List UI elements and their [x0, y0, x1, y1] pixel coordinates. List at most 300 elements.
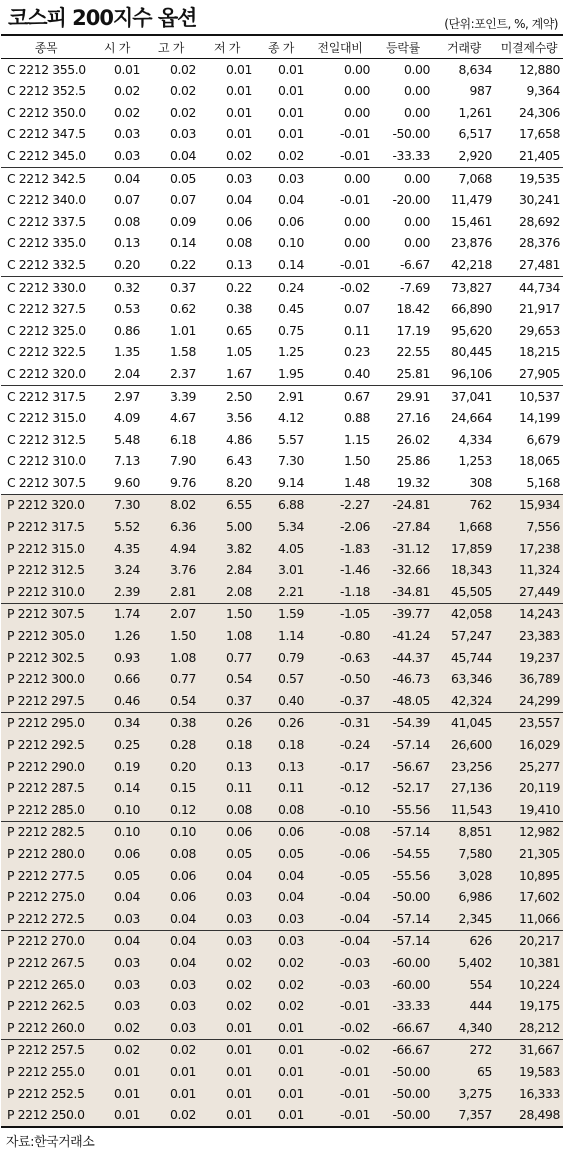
value-cell: 0.02 — [199, 145, 255, 167]
value-cell: 0.03 — [199, 887, 255, 909]
value-cell: 2.97 — [114, 388, 140, 404]
option-code-cell: P 2212 295.0 — [1, 712, 91, 734]
value-cell: -0.01 — [339, 126, 370, 142]
value-cell: 3,275 — [433, 1083, 495, 1105]
value-cell: 0.02 — [170, 83, 196, 99]
value-cell: -50.00 — [392, 126, 430, 142]
table-row — [1, 299, 563, 321]
value-cell: 36,789 — [495, 669, 563, 691]
value-cell: 0.07 — [170, 192, 196, 208]
value-cell: 12,880 — [519, 61, 560, 77]
table-row — [1, 1083, 563, 1105]
table-row — [1, 690, 563, 712]
value-cell: 0.05 — [170, 170, 196, 186]
value-cell: 8.20 — [199, 472, 255, 494]
value-cell: 19.32 — [373, 472, 433, 494]
value-cell: 0.10 — [91, 821, 143, 843]
column-header: 전일대비 — [307, 35, 373, 59]
option-code-cell: P 2212 280.0 — [1, 843, 91, 865]
option-code-cell: C 2212 352.5 — [7, 83, 86, 99]
value-cell: 6,517 — [458, 126, 492, 142]
value-cell: 0.04 — [143, 930, 199, 952]
value-cell: 1,668 — [433, 516, 495, 538]
value-cell: 0.02 — [255, 952, 307, 974]
value-cell: 26.02 — [396, 431, 430, 447]
value-cell: 1.67 — [199, 363, 255, 385]
value-cell: 9,364 — [526, 83, 560, 99]
value-cell: 0.03 — [226, 170, 252, 186]
value-cell: 762 — [433, 494, 495, 516]
value-cell: 0.01 — [278, 126, 304, 142]
table-row — [1, 756, 563, 778]
option-code-cell: C 2212 322.5 — [7, 344, 86, 360]
value-cell: 308 — [433, 472, 495, 494]
value-cell: 0.26 — [255, 712, 307, 734]
option-code-cell: C 2212 320.0 — [1, 363, 91, 385]
value-cell: 0.93 — [91, 647, 143, 669]
value-cell: 0.13 — [255, 756, 307, 778]
value-cell: 4.94 — [143, 538, 199, 560]
value-cell: 2,920 — [433, 145, 495, 167]
value-cell: -0.10 — [307, 799, 373, 821]
value-cell: 21,917 — [519, 301, 560, 317]
value-cell: 5.34 — [255, 516, 307, 538]
value-cell: 0.00 — [404, 235, 430, 251]
value-cell: 0.40 — [255, 690, 307, 712]
option-code-cell: C 2212 310.0 — [7, 453, 86, 469]
value-cell: 0.06 — [255, 821, 307, 843]
option-code-cell: P 2212 270.0 — [1, 930, 91, 952]
value-cell: 23,557 — [495, 712, 563, 734]
table-row — [1, 254, 563, 276]
value-cell: 9.14 — [255, 472, 307, 494]
value-cell: 9.60 — [91, 472, 143, 494]
value-cell: 42,324 — [433, 690, 495, 712]
value-cell: 7.90 — [170, 453, 196, 469]
value-cell: 0.18 — [255, 734, 307, 756]
table-row — [1, 712, 563, 734]
value-cell: 0.46 — [91, 690, 143, 712]
value-cell: -60.00 — [373, 952, 433, 974]
value-cell: 3.39 — [170, 388, 196, 404]
value-cell: 0.05 — [255, 843, 307, 865]
value-cell: 12,982 — [495, 821, 563, 843]
option-code-cell: C 2212 332.5 — [1, 254, 91, 276]
value-cell: -50.00 — [373, 887, 433, 909]
value-cell: -0.01 — [307, 996, 373, 1018]
value-cell: 0.15 — [143, 778, 199, 800]
value-cell: 0.07 — [114, 192, 140, 208]
value-cell: -50.00 — [373, 1105, 433, 1128]
option-code-cell: C 2212 327.5 — [7, 301, 86, 317]
value-cell: 17,859 — [433, 538, 495, 560]
value-cell: -0.08 — [307, 821, 373, 843]
value-cell: 3,028 — [433, 865, 495, 887]
value-cell: 22.55 — [396, 344, 430, 360]
option-code-cell: C 2212 337.5 — [7, 213, 86, 229]
value-cell: 0.04 — [199, 865, 255, 887]
value-cell: 0.54 — [143, 690, 199, 712]
value-cell: 0.01 — [199, 1017, 255, 1039]
value-cell: 4.86 — [226, 431, 252, 447]
value-cell: 10,895 — [495, 865, 563, 887]
value-cell: -54.55 — [373, 843, 433, 865]
value-cell: 25.81 — [373, 363, 433, 385]
value-cell: 0.14 — [255, 254, 307, 276]
value-cell: -0.02 — [307, 1039, 373, 1061]
value-cell: 65 — [433, 1061, 495, 1083]
value-cell: -0.03 — [307, 974, 373, 996]
value-cell: 0.01 — [226, 126, 252, 142]
table-row — [1, 59, 563, 81]
value-cell: 0.02 — [199, 996, 255, 1018]
table-row — [1, 865, 563, 887]
value-cell: 10,381 — [495, 952, 563, 974]
table-row — [1, 190, 563, 212]
value-cell: 4.35 — [91, 538, 143, 560]
value-cell: 44,734 — [519, 279, 560, 295]
value-cell: -66.67 — [373, 1017, 433, 1039]
value-cell: 1.95 — [255, 363, 307, 385]
option-code-cell: P 2212 252.5 — [1, 1083, 91, 1105]
option-code-cell: C 2212 355.0 — [7, 61, 86, 77]
table-row — [1, 560, 563, 582]
value-cell: 23,256 — [433, 756, 495, 778]
value-cell: 0.00 — [344, 235, 370, 251]
value-cell: -1.83 — [307, 538, 373, 560]
value-cell: -55.56 — [373, 799, 433, 821]
value-cell: 0.12 — [143, 799, 199, 821]
option-code-cell: P 2212 310.0 — [1, 581, 91, 603]
value-cell: 37,041 — [451, 388, 492, 404]
value-cell: 3.01 — [255, 560, 307, 582]
value-cell: 17,602 — [495, 887, 563, 909]
value-cell: 0.38 — [143, 712, 199, 734]
value-cell: 8.02 — [143, 494, 199, 516]
value-cell: -1.05 — [307, 603, 373, 625]
table-row — [1, 799, 563, 821]
value-cell: 0.19 — [91, 756, 143, 778]
value-cell: 0.02 — [199, 952, 255, 974]
value-cell: 0.02 — [91, 1017, 143, 1039]
value-cell: 2.84 — [199, 560, 255, 582]
value-cell: 27,481 — [495, 254, 563, 276]
value-cell: 19,535 — [519, 170, 560, 186]
value-cell: 0.20 — [91, 254, 143, 276]
column-header: 미결제수량 — [495, 35, 563, 59]
value-cell: 6.88 — [255, 494, 307, 516]
value-cell: 1,253 — [458, 453, 492, 469]
value-cell: 4,340 — [433, 1017, 495, 1039]
value-cell: 0.01 — [226, 104, 252, 120]
value-cell: 6.18 — [170, 431, 196, 447]
value-cell: 0.66 — [91, 669, 143, 691]
value-cell: 1.15 — [344, 431, 370, 447]
table-row — [1, 320, 563, 342]
page-title: 코스피 200지수 옵션 — [8, 6, 197, 30]
table-row — [1, 429, 563, 451]
value-cell: 0.00 — [344, 170, 370, 186]
value-cell: 0.02 — [143, 1105, 199, 1128]
table-row — [1, 342, 563, 364]
value-cell: -48.05 — [373, 690, 433, 712]
value-cell: 19,583 — [495, 1061, 563, 1083]
value-cell: 626 — [433, 930, 495, 952]
value-cell: 272 — [433, 1039, 495, 1061]
value-cell: 11,066 — [495, 908, 563, 930]
value-cell: 0.34 — [91, 712, 143, 734]
table-row — [1, 233, 563, 255]
table-row — [1, 734, 563, 756]
table-row — [1, 1061, 563, 1083]
column-header: 종 가 — [255, 35, 307, 59]
value-cell: -0.24 — [307, 734, 373, 756]
value-cell: 95,620 — [451, 322, 492, 338]
value-cell: 1.08 — [199, 625, 255, 647]
value-cell: 0.37 — [170, 279, 196, 295]
value-cell: -6.67 — [373, 254, 433, 276]
option-code-cell: P 2212 302.5 — [1, 647, 91, 669]
value-cell: -0.01 — [307, 254, 373, 276]
value-cell: 0.04 — [255, 887, 307, 909]
value-cell: -0.01 — [307, 1061, 373, 1083]
option-code-cell: P 2212 257.5 — [1, 1039, 91, 1061]
option-code-cell: P 2212 317.5 — [1, 516, 91, 538]
value-cell: 0.62 — [170, 301, 196, 317]
value-cell: 6,679 — [526, 431, 560, 447]
option-code-cell: C 2212 312.5 — [7, 431, 86, 447]
value-cell: 0.04 — [114, 170, 140, 186]
value-cell: 0.09 — [170, 213, 196, 229]
value-cell: 96,106 — [433, 363, 495, 385]
value-cell: 6.55 — [199, 494, 255, 516]
value-cell: 0.03 — [91, 974, 143, 996]
value-cell: -57.14 — [373, 821, 433, 843]
value-cell: 1.25 — [278, 344, 304, 360]
value-cell: 0.04 — [278, 192, 304, 208]
value-cell: 0.03 — [199, 930, 255, 952]
value-cell: 41,045 — [433, 712, 495, 734]
value-cell: 0.00 — [404, 83, 430, 99]
value-cell: 23,876 — [451, 235, 492, 251]
value-cell: 0.25 — [91, 734, 143, 756]
value-cell: 0.01 — [199, 1105, 255, 1128]
value-cell: 24,299 — [495, 690, 563, 712]
value-cell: 17,238 — [495, 538, 563, 560]
option-code-cell: P 2212 312.5 — [1, 560, 91, 582]
value-cell: 14,243 — [495, 603, 563, 625]
value-cell: 0.03 — [143, 996, 199, 1018]
value-cell: -0.04 — [307, 908, 373, 930]
value-cell: 1.14 — [255, 625, 307, 647]
value-cell: 15,461 — [451, 213, 492, 229]
value-cell: 2.50 — [226, 388, 252, 404]
value-cell: -33.33 — [373, 145, 433, 167]
value-cell: 0.86 — [114, 322, 140, 338]
value-cell: 0.53 — [114, 301, 140, 317]
value-cell: 0.06 — [91, 843, 143, 865]
value-cell: -55.56 — [373, 865, 433, 887]
option-code-cell: C 2212 345.0 — [1, 145, 91, 167]
option-code-cell: P 2212 287.5 — [1, 778, 91, 800]
value-cell: 0.01 — [255, 1061, 307, 1083]
value-cell: 7,580 — [433, 843, 495, 865]
source-note: 자료:한국거래소 — [6, 1135, 95, 1151]
value-cell: 0.04 — [91, 887, 143, 909]
value-cell: 57,247 — [433, 625, 495, 647]
value-cell: -44.37 — [373, 647, 433, 669]
value-cell: 0.79 — [255, 647, 307, 669]
value-cell: -56.67 — [373, 756, 433, 778]
table-row — [1, 472, 563, 494]
value-cell: -60.00 — [373, 974, 433, 996]
value-cell: 0.01 — [199, 1061, 255, 1083]
value-cell: 27,449 — [495, 581, 563, 603]
value-cell: 0.13 — [199, 756, 255, 778]
option-code-cell: P 2212 307.5 — [1, 603, 91, 625]
value-cell: 28,212 — [495, 1017, 563, 1039]
value-cell: 3.56 — [226, 410, 252, 426]
value-cell: 16,333 — [495, 1083, 563, 1105]
value-cell: 8,851 — [433, 821, 495, 843]
value-cell: -0.03 — [307, 952, 373, 974]
table-row — [1, 996, 563, 1018]
value-cell: 0.02 — [114, 83, 140, 99]
value-cell: 2.81 — [143, 581, 199, 603]
column-header: 고 가 — [143, 35, 199, 59]
value-cell: -27.84 — [373, 516, 433, 538]
option-code-cell: C 2212 325.0 — [7, 322, 86, 338]
option-code-cell: P 2212 275.0 — [1, 887, 91, 909]
value-cell: 5.00 — [199, 516, 255, 538]
value-cell: 1.59 — [255, 603, 307, 625]
value-cell: 0.38 — [226, 301, 252, 317]
value-cell: 42,058 — [433, 603, 495, 625]
value-cell: 27,136 — [433, 778, 495, 800]
value-cell: -0.06 — [307, 843, 373, 865]
value-cell: -0.05 — [307, 865, 373, 887]
value-cell: 29,653 — [519, 322, 560, 338]
table-row — [1, 603, 563, 625]
value-cell: 14,199 — [519, 410, 560, 426]
value-cell: 6,986 — [433, 887, 495, 909]
value-cell: 0.02 — [91, 1039, 143, 1061]
value-cell: -31.12 — [373, 538, 433, 560]
value-cell: 0.20 — [143, 756, 199, 778]
value-cell: 10,224 — [495, 974, 563, 996]
table-row — [1, 124, 563, 146]
option-code-cell: P 2212 265.0 — [1, 974, 91, 996]
value-cell: -0.63 — [307, 647, 373, 669]
value-cell: 1.08 — [143, 647, 199, 669]
value-cell: 11,479 — [451, 192, 492, 208]
value-cell: 0.13 — [199, 254, 255, 276]
value-cell: 0.02 — [170, 61, 196, 77]
value-cell: 0.00 — [344, 83, 370, 99]
value-cell: 2,345 — [433, 908, 495, 930]
value-cell: 4.67 — [170, 410, 196, 426]
value-cell: 6.43 — [226, 453, 252, 469]
value-cell: 0.01 — [255, 1039, 307, 1061]
option-code-cell: P 2212 260.0 — [1, 1017, 91, 1039]
value-cell: 24,664 — [451, 410, 492, 426]
value-cell: 18.42 — [396, 301, 430, 317]
value-cell: 0.00 — [404, 170, 430, 186]
value-cell: -57.14 — [373, 734, 433, 756]
value-cell: 4,334 — [458, 431, 492, 447]
option-code-cell: P 2212 285.0 — [1, 799, 91, 821]
value-cell: 6.36 — [143, 516, 199, 538]
value-cell: 4.12 — [278, 410, 304, 426]
value-cell: 0.75 — [278, 322, 304, 338]
value-cell: 0.00 — [404, 61, 430, 77]
value-cell: 0.01 — [91, 1061, 143, 1083]
value-cell: 1.05 — [226, 344, 252, 360]
option-code-cell: C 2212 347.5 — [7, 126, 86, 142]
table-row — [1, 887, 563, 909]
value-cell: 7.30 — [91, 494, 143, 516]
value-cell: 16,029 — [495, 734, 563, 756]
value-cell: 0.01 — [199, 1039, 255, 1061]
value-cell: -0.02 — [307, 1017, 373, 1039]
value-cell: 0.08 — [143, 843, 199, 865]
value-cell: 0.03 — [91, 996, 143, 1018]
value-cell: 1.74 — [91, 603, 143, 625]
value-cell: -20.00 — [392, 192, 430, 208]
value-cell: 0.03 — [255, 908, 307, 930]
option-code-cell: P 2212 272.5 — [1, 908, 91, 930]
table-row — [1, 211, 563, 233]
table-row — [1, 538, 563, 560]
value-cell: 0.04 — [143, 145, 199, 167]
table-row — [1, 821, 563, 843]
table-row — [1, 145, 563, 167]
option-code-cell: C 2212 340.0 — [7, 192, 86, 208]
column-header: 종목 — [1, 35, 91, 59]
value-cell: 0.01 — [143, 1061, 199, 1083]
value-cell: 0.32 — [114, 279, 140, 295]
value-cell: 0.00 — [404, 104, 430, 120]
table-row — [1, 908, 563, 930]
value-cell: 444 — [433, 996, 495, 1018]
value-cell: 19,237 — [495, 647, 563, 669]
value-cell: 0.01 — [255, 1083, 307, 1105]
value-cell: 18,065 — [519, 453, 560, 469]
value-cell: 0.06 — [199, 821, 255, 843]
value-cell: -32.66 — [373, 560, 433, 582]
value-cell: 1.48 — [307, 472, 373, 494]
table-row — [1, 385, 563, 407]
value-cell: 10,537 — [519, 388, 560, 404]
value-cell: 0.37 — [199, 690, 255, 712]
value-cell: 27,905 — [495, 363, 563, 385]
value-cell: 25,277 — [495, 756, 563, 778]
value-cell: 0.03 — [91, 952, 143, 974]
value-cell: 0.03 — [91, 145, 143, 167]
table-row — [1, 494, 563, 516]
table-body — [1, 59, 563, 1128]
table-row — [1, 276, 563, 298]
value-cell: 0.00 — [344, 104, 370, 120]
value-cell: 73,827 — [451, 279, 492, 295]
value-cell: 0.11 — [255, 778, 307, 800]
value-cell: 0.02 — [170, 104, 196, 120]
value-cell: 2.08 — [199, 581, 255, 603]
value-cell: 0.02 — [114, 104, 140, 120]
value-cell: 0.08 — [226, 235, 252, 251]
option-code-cell: P 2212 282.5 — [1, 821, 91, 843]
unit-note: (단위:포인트, %, 계약) — [444, 17, 558, 31]
